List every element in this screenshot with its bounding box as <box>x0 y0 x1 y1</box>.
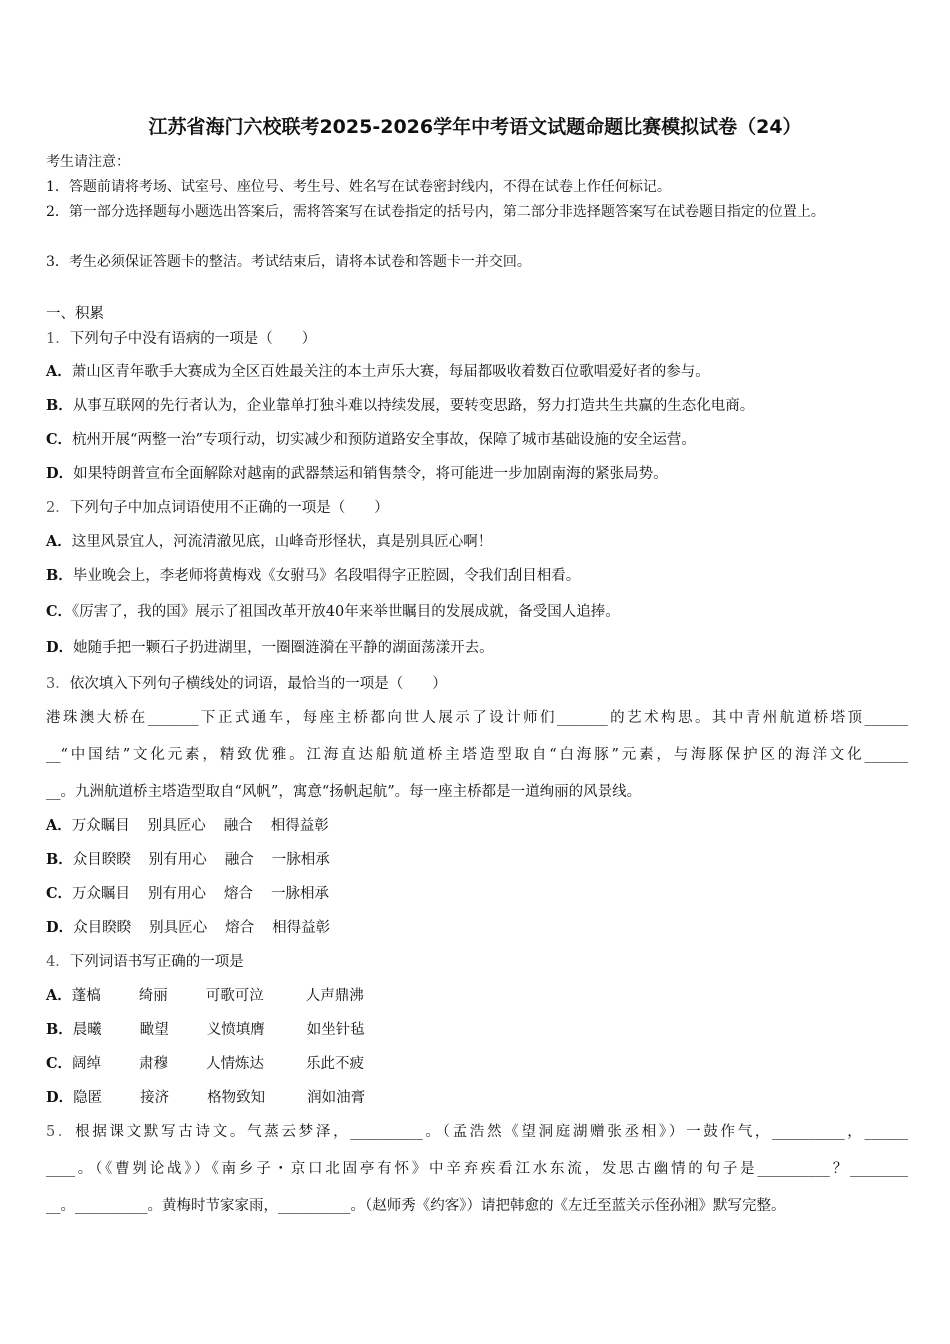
q3-option-a[interactable] <box>46 814 908 835</box>
option-word: 晨曦 <box>72 1022 102 1038</box>
option-text: 毕业晚会上，李老师将黄梅戏《女驸马》名段唱得字正腔圆，令我们刮目相看。 <box>72 568 581 584</box>
q3-option-b[interactable] <box>46 848 908 869</box>
option-label: A． <box>46 987 72 1004</box>
option-word: 众目睽睽 <box>72 852 131 868</box>
option-word: 相得益彰 <box>270 818 329 834</box>
q3-passage-line-2: __“中国结”文化元素，精致优雅。江海直达船航道桥主塔造型取自“白海豚”元素，与海豚保护区的海洋文化______ <box>46 747 908 763</box>
option-text: 这里风景宜人，河流清澈见底，山峰奇形怪状，真是别具匠心啊！ <box>71 534 493 550</box>
option-word: 万众瞩目 <box>72 886 131 902</box>
question-text: 下列句子中加点词语使用不正确的一项是（ ） <box>69 500 389 516</box>
question-number: 4． <box>46 954 70 970</box>
option-label: C． <box>46 885 73 902</box>
option-word: 一脉相承 <box>271 886 330 902</box>
question-number: 3． <box>46 676 70 692</box>
option-text: 杭州开展“两整一治”专项行动，切实减少和预防道路安全事故，保障了城市基础设施的安全运营。 <box>72 432 696 448</box>
q1-option-b[interactable] <box>46 394 908 415</box>
option-label: B． <box>46 397 73 414</box>
option-word: 乐此不疲 <box>306 1056 365 1072</box>
notice-item-1: 1．答题前请将考场、试室号、座位号、考生号、姓名写在试卷密封线内，不得在试卷上作任何标记。 <box>46 179 671 195</box>
q4-option-b[interactable] <box>46 1018 908 1039</box>
q3-passage-line-3: __。九洲航道桥主塔造型取自“风帆”，寓意“扬帆起航”。每一座主桥都是一道绚丽的风景线。 <box>46 784 642 800</box>
page-title: 江苏省海门六校联考2025-2026学年中考语文试题命题比赛模拟试卷（24） <box>148 116 802 138</box>
option-word: 一脉相承 <box>271 852 330 868</box>
q4-option-a[interactable] <box>46 984 908 1005</box>
option-word: 别有用心 <box>148 852 207 868</box>
option-word: 别有用心 <box>148 886 207 902</box>
question-5-line-1 <box>46 1120 908 1141</box>
option-word: 融合 <box>223 818 253 834</box>
option-word: 熔合 <box>224 886 254 902</box>
q1-option-c[interactable] <box>46 428 908 449</box>
option-label: C． <box>46 431 73 448</box>
option-word: 别具匠心 <box>147 818 206 834</box>
q3-passage-line-1: 港珠澳大桥在_______下正式通车，每座主桥都向世人展示了设计师们_______的艺术构思。其中青州航道桥塔顶______ <box>46 710 908 726</box>
option-label: D． <box>46 465 74 482</box>
option-label: A． <box>46 817 72 834</box>
option-word: 蓬槁 <box>71 988 101 1004</box>
option-word: 绮丽 <box>138 988 168 1004</box>
option-word: 熔合 <box>225 920 255 936</box>
option-label: A． <box>46 363 72 380</box>
q1-option-d[interactable] <box>46 462 908 483</box>
option-label: C． <box>46 603 73 620</box>
q4-option-d[interactable] <box>46 1086 908 1107</box>
q3-option-c[interactable] <box>46 882 908 903</box>
option-word: 万众瞩目 <box>71 818 130 834</box>
question-3-stem <box>46 672 908 693</box>
option-label: C． <box>46 1055 73 1072</box>
question-text: 下列句子中没有语病的一项是（ ） <box>69 331 317 347</box>
option-word: 人情炼达 <box>206 1056 265 1072</box>
question-2-stem <box>46 496 908 517</box>
option-text: 从事互联网的先行者认为，企业靠单打独斗难以持续发展，要转变思路，努力打造共生共赢的生态化电商。 <box>72 398 755 414</box>
q1-option-a[interactable] <box>46 360 908 381</box>
option-word: 相得益彰 <box>272 920 331 936</box>
option-word: 如坐针毡 <box>306 1022 365 1038</box>
option-label: D． <box>46 639 74 656</box>
q2-option-c[interactable] <box>46 600 908 621</box>
q3-option-d[interactable] <box>46 916 908 937</box>
option-word: 人声鼎沸 <box>305 988 364 1004</box>
option-word: 义愤填膺 <box>206 1022 265 1038</box>
option-word: 可歌可泣 <box>205 988 264 1004</box>
option-label: D． <box>46 919 74 936</box>
option-text: 萧山区青年歌手大赛成为全区百姓最关注的本土声乐大赛，每届都吸收着数百位歌唱爱好者的参与。 <box>71 364 710 380</box>
question-number: 2． <box>46 500 70 516</box>
q2-option-a[interactable] <box>46 530 908 551</box>
option-word: 润如油膏 <box>307 1090 366 1106</box>
option-label: B． <box>46 1021 73 1038</box>
option-text: 她随手把一颗石子扔进湖里，一圈圈涟漪在平静的湖面荡漾开去。 <box>73 640 494 656</box>
section-heading: 一、积累 <box>46 306 104 322</box>
q2-option-b[interactable] <box>46 564 908 585</box>
question-text: 下列词语书写正确的一项是 <box>69 954 244 970</box>
q4-option-c[interactable] <box>46 1052 908 1073</box>
question-5-line-2: ____。（《曹刿论战》）《南乡子・京口北固亭有怀》中辛弃疾看江水东流，发思古幽情的句子是__________？________ <box>46 1161 908 1177</box>
option-word: 格物致知 <box>207 1090 266 1106</box>
option-label: A． <box>46 533 72 550</box>
option-text: 如果特朗普宣布全面解除对越南的武器禁运和销售禁令，将可能进一步加剧南海的紧张局势。 <box>73 466 668 482</box>
option-word: 接济 <box>140 1090 170 1106</box>
question-5-line-3: __。__________。黄梅时节家家雨，__________。（赵师秀《约客》）请把韩愈的《左迁至蓝关示侄孙湘》默写完整。 <box>46 1198 786 1214</box>
option-word: 瞰望 <box>139 1022 169 1038</box>
option-word: 隐匿 <box>73 1090 103 1106</box>
notice-item-2: 2．第一部分选择题每小题选出答案后，需将答案写在试卷指定的括号内，第二部分非选择题答案写在试卷题目指定的位置上。 <box>46 204 825 220</box>
q2-option-d[interactable] <box>46 636 908 657</box>
option-word: 阔绰 <box>72 1056 102 1072</box>
question-4-stem <box>46 950 908 971</box>
option-word: 众目睽睽 <box>73 920 132 936</box>
option-word: 别具匠心 <box>149 920 208 936</box>
option-label: B． <box>46 567 73 584</box>
option-text: 《厉害了，我的国》展示了祖国改革开放40年来举世瞩目的发展成就，备受国人追捧。 <box>72 604 620 620</box>
question-1-stem <box>46 327 908 348</box>
question-text: 根据课文默写古诗文。气蒸云梦泽，__________。（孟浩然《望洞庭湖赠张丞相》）一鼓作气，__________，______ <box>75 1124 908 1140</box>
question-number: 1． <box>46 331 70 347</box>
option-word: 融合 <box>224 852 254 868</box>
option-word: 肃穆 <box>139 1056 169 1072</box>
question-text: 依次填入下列句子横线处的词语，最恰当的一项是（ ） <box>69 676 447 692</box>
option-label: D． <box>46 1089 74 1106</box>
notice-header: 考生请注意： <box>46 154 130 170</box>
notice-item-3: 3．考生必须保证答题卡的整洁。考试结束后，请将本试卷和答题卡一并交回。 <box>46 254 531 270</box>
option-label: B． <box>46 851 73 868</box>
question-number: 5． <box>46 1124 76 1140</box>
